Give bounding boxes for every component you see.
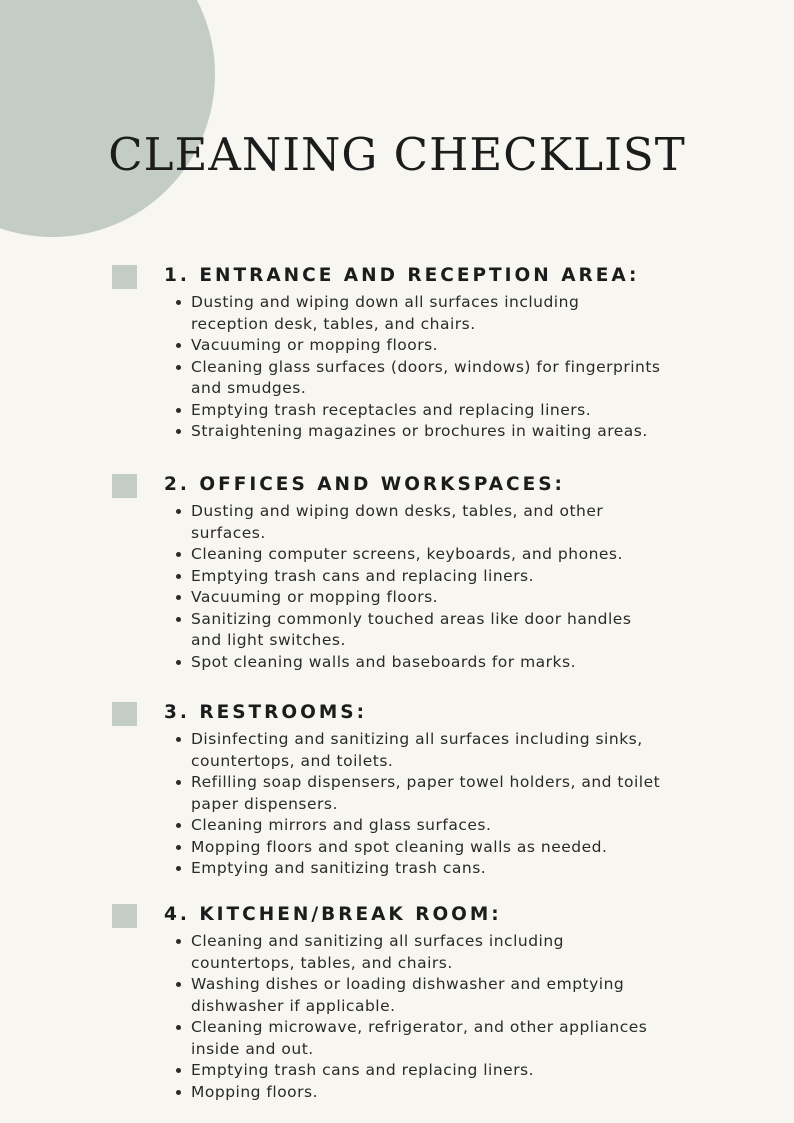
section-heading: 1. ENTRANCE AND RECEPTION AREA: [164,265,640,286]
section-heading: 4. KITCHEN/BREAK ROOM: [164,904,502,925]
list-item: Mopping floors and spot cleaning walls as needed. [191,837,661,859]
list-item: Refilling soap dispensers, paper towel holders, and toilet paper dispensers. [191,772,661,815]
list-item: Mopping floors. [191,1082,661,1104]
section-heading: 3. RESTROOMS: [164,702,367,723]
list-item: Disinfecting and sanitizing all surfaces including sinks, countertops, and toilets. [191,729,661,772]
checkbox[interactable] [112,474,137,498]
list-item: Washing dishes or loading dishwasher and emptying dishwasher if applicable. [191,974,661,1017]
list-item: Cleaning and sanitizing all surfaces including countertops, tables, and chairs. [191,931,661,974]
list-item: Dusting and wiping down all surfaces including reception desk, tables, and chairs. [191,292,661,335]
list-item: Emptying trash cans and replacing liners. [191,566,661,588]
item-list [172,292,661,443]
list-item: Straightening magazines or brochures in waiting areas. [191,421,661,443]
list-item: Cleaning computer screens, keyboards, and phones. [191,544,661,566]
checkbox[interactable] [112,265,137,289]
list-item: Spot cleaning walls and baseboards for marks. [191,652,661,674]
checkbox[interactable] [112,904,137,928]
list-item: Vacuuming or mopping floors. [191,335,661,357]
decorative-circle [0,0,215,237]
item-list [172,729,661,880]
checkbox[interactable] [112,702,137,726]
list-item: Cleaning mirrors and glass surfaces. [191,815,661,837]
item-list [172,501,661,673]
list-item: Emptying and sanitizing trash cans. [191,858,661,880]
list-item: Sanitizing commonly touched areas like door handles and light switches. [191,609,661,652]
list-item: Emptying trash receptacles and replacing liners. [191,400,661,422]
item-list [172,931,661,1103]
list-item: Vacuuming or mopping floors. [191,587,661,609]
list-item: Cleaning glass surfaces (doors, windows) for fingerprints and smudges. [191,357,661,400]
section-heading: 2. OFFICES AND WORKSPACES: [164,474,565,495]
list-item: Emptying trash cans and replacing liners. [191,1060,661,1082]
list-item: Dusting and wiping down desks, tables, and other surfaces. [191,501,661,544]
page-title: CLEANING CHECKLIST [108,128,686,181]
list-item: Cleaning microwave, refrigerator, and other appliances inside and out. [191,1017,661,1060]
